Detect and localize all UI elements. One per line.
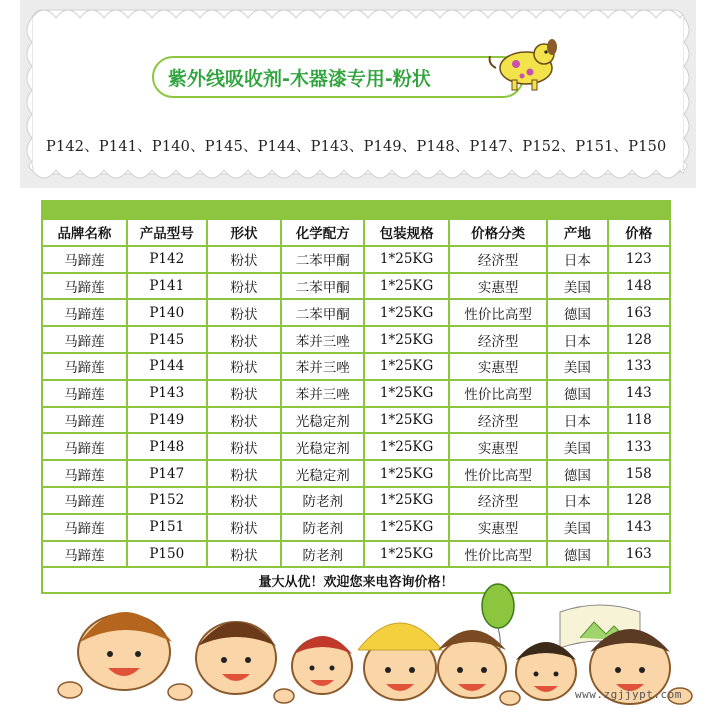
cell-form: 粉状 — [207, 433, 282, 460]
header-chemistry: 化学配方 — [281, 219, 364, 246]
cell-chemistry: 光稳定剂 — [281, 460, 364, 487]
cell-model: P143 — [127, 380, 207, 407]
cell-price: 163 — [608, 299, 670, 326]
cell-package: 1*25KG — [364, 407, 449, 434]
header-form: 形状 — [207, 219, 282, 246]
cell-price-class: 性价比高型 — [449, 541, 547, 568]
table-header-row — [42, 219, 670, 246]
cell-model: P142 — [127, 246, 207, 273]
cell-price-class: 实惠型 — [449, 514, 547, 541]
cell-package: 1*25KG — [364, 299, 449, 326]
cell-form: 粉状 — [207, 326, 282, 353]
cell-form: 粉状 — [207, 246, 282, 273]
cell-brand: 马蹄莲 — [42, 326, 127, 353]
cell-origin: 德国 — [547, 380, 607, 407]
cell-chemistry: 光稳定剂 — [281, 407, 364, 434]
cell-price: 128 — [608, 326, 670, 353]
cell-package: 1*25KG — [364, 353, 449, 380]
table-row — [42, 380, 670, 407]
cell-brand: 马蹄莲 — [42, 246, 127, 273]
cell-price-class: 经济型 — [449, 246, 547, 273]
cell-chemistry: 苯并三唑 — [281, 326, 364, 353]
cell-price: 118 — [608, 407, 670, 434]
cell-origin: 美国 — [547, 514, 607, 541]
cell-price-class: 性价比高型 — [449, 460, 547, 487]
cell-package: 1*25KG — [364, 433, 449, 460]
cell-brand: 马蹄莲 — [42, 299, 127, 326]
cell-form: 粉状 — [207, 380, 282, 407]
cell-chemistry: 二苯甲酮 — [281, 246, 364, 273]
cell-brand: 马蹄莲 — [42, 433, 127, 460]
cell-form: 粉状 — [207, 514, 282, 541]
cell-model: P147 — [127, 460, 207, 487]
cell-form: 粉状 — [207, 407, 282, 434]
cell-brand: 马蹄莲 — [42, 460, 127, 487]
cell-package: 1*25KG — [364, 514, 449, 541]
cell-origin: 美国 — [547, 433, 607, 460]
cell-model: P145 — [127, 326, 207, 353]
table-row — [42, 353, 670, 380]
cell-package: 1*25KG — [364, 380, 449, 407]
cell-price: 133 — [608, 433, 670, 460]
cell-origin: 德国 — [547, 460, 607, 487]
cell-price: 163 — [608, 541, 670, 568]
dog-icon — [486, 38, 562, 94]
header-brand: 品牌名称 — [42, 219, 127, 246]
header-price: 价格 — [608, 219, 670, 246]
header-price-class: 价格分类 — [449, 219, 547, 246]
cell-price-class: 经济型 — [449, 487, 547, 514]
cell-price-class: 经济型 — [449, 407, 547, 434]
cell-origin: 美国 — [547, 273, 607, 300]
cell-price: 133 — [608, 353, 670, 380]
cell-package: 1*25KG — [364, 487, 449, 514]
cell-form: 粉状 — [207, 273, 282, 300]
table-row — [42, 246, 670, 273]
cell-chemistry: 二苯甲酮 — [281, 273, 364, 300]
table-top-bar — [41, 200, 671, 218]
table-row — [42, 407, 670, 434]
cell-origin: 日本 — [547, 326, 607, 353]
cell-package: 1*25KG — [364, 460, 449, 487]
table-row — [42, 299, 670, 326]
price-table — [41, 200, 671, 594]
cell-model: P152 — [127, 487, 207, 514]
cell-origin: 德国 — [547, 541, 607, 568]
cell-origin: 美国 — [547, 353, 607, 380]
table-row — [42, 433, 670, 460]
cell-chemistry: 防老剂 — [281, 541, 364, 568]
cell-price: 143 — [608, 514, 670, 541]
cell-price-class: 经济型 — [449, 326, 547, 353]
cell-price: 148 — [608, 273, 670, 300]
cell-chemistry: 苯并三唑 — [281, 380, 364, 407]
cell-form: 粉状 — [207, 460, 282, 487]
cell-origin: 德国 — [547, 299, 607, 326]
header-package: 包装规格 — [364, 219, 449, 246]
table-row — [42, 514, 670, 541]
cell-price-class: 性价比高型 — [449, 380, 547, 407]
cell-origin: 日本 — [547, 487, 607, 514]
cell-chemistry: 防老剂 — [281, 514, 364, 541]
table-row — [42, 326, 670, 353]
cell-chemistry: 苯并三唑 — [281, 353, 364, 380]
cell-model: P151 — [127, 514, 207, 541]
cell-price-class: 实惠型 — [449, 353, 547, 380]
cell-price: 158 — [608, 460, 670, 487]
page-title: 紫外线吸收剂-木器漆专用-粉状 — [168, 68, 431, 90]
cell-brand: 马蹄莲 — [42, 487, 127, 514]
cell-price: 143 — [608, 380, 670, 407]
cell-form: 粉状 — [207, 541, 282, 568]
cell-model: P141 — [127, 273, 207, 300]
cell-package: 1*25KG — [364, 246, 449, 273]
cell-brand: 马蹄莲 — [42, 407, 127, 434]
cell-origin: 日本 — [547, 407, 607, 434]
header-model: 产品型号 — [127, 219, 207, 246]
watermark: www.zgjjypt.com — [575, 688, 682, 701]
cell-price-class: 实惠型 — [449, 273, 547, 300]
cell-form: 粉状 — [207, 353, 282, 380]
cell-model: P148 — [127, 433, 207, 460]
cell-chemistry: 防老剂 — [281, 487, 364, 514]
cell-price: 128 — [608, 487, 670, 514]
cell-price-class: 性价比高型 — [449, 299, 547, 326]
cell-model: P140 — [127, 299, 207, 326]
cell-chemistry: 二苯甲酮 — [281, 299, 364, 326]
table-row — [42, 487, 670, 514]
cell-origin: 日本 — [547, 246, 607, 273]
table-row — [42, 460, 670, 487]
table-row — [42, 541, 670, 568]
cell-model: P149 — [127, 407, 207, 434]
cell-chemistry: 光稳定剂 — [281, 433, 364, 460]
cell-brand: 马蹄莲 — [42, 273, 127, 300]
cell-brand: 马蹄莲 — [42, 380, 127, 407]
cell-brand: 马蹄莲 — [42, 353, 127, 380]
cell-brand: 马蹄莲 — [42, 514, 127, 541]
header-origin: 产地 — [547, 219, 607, 246]
table-row — [42, 273, 670, 300]
table-footer-note: 量大从优！欢迎您来电咨询价格！ — [42, 567, 670, 593]
cell-brand: 马蹄莲 — [42, 541, 127, 568]
cell-package: 1*25KG — [364, 326, 449, 353]
cell-price-class: 实惠型 — [449, 433, 547, 460]
cell-price: 123 — [608, 246, 670, 273]
cell-package: 1*25KG — [364, 273, 449, 300]
cell-form: 粉状 — [207, 299, 282, 326]
cell-form: 粉状 — [207, 487, 282, 514]
cell-package: 1*25KG — [364, 541, 449, 568]
cell-model: P144 — [127, 353, 207, 380]
cell-model: P150 — [127, 541, 207, 568]
model-list: P142、P141、P140、P145、P144、P143、P149、P148、P147、P152、P151、P150 — [46, 139, 667, 155]
